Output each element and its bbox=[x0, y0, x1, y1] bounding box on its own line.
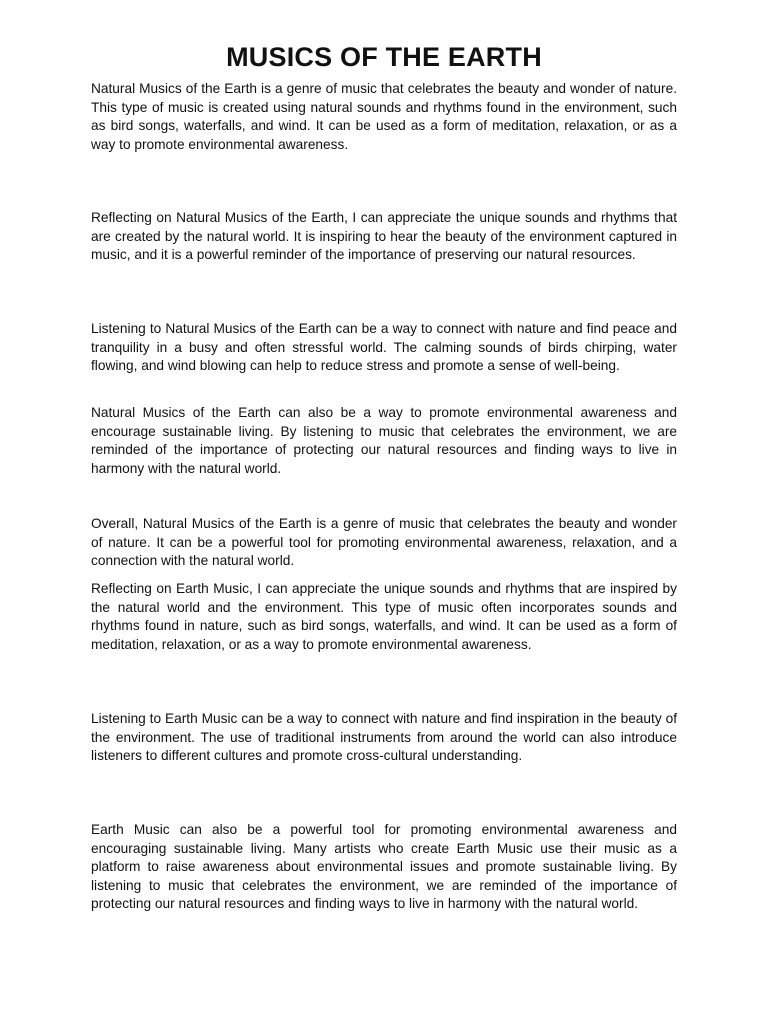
paragraph-reflection-earth: Reflecting on Earth Music, I can appreciate the unique sounds and rhythms that are inspired by the natural world and the environment. This type of music often incorporates sounds and rhythms found in nature, such as bird songs, waterfalls, and wind. It can be used as a form of meditation, relaxation, or as a way to promote environmental awareness. bbox=[91, 581, 677, 652]
paragraph-awareness-natural: Natural Musics of the Earth can also be a way to promote environmental awareness and encourage sustainable living. By listening to music that celebrates the environment, we are reminded of the importance of protecting our natural resources and finding ways to live in harmony with the natural world. bbox=[91, 405, 677, 476]
document-title: MUSICS OF THE EARTH bbox=[226, 42, 542, 72]
paragraph-listening-natural: Listening to Natural Musics of the Earth can be a way to connect with nature and find peace and tranquility in a busy and often stressful world. The calming sounds of birds chirping, water flowing, and wind blowing can help to reduce stress and promote a sense of well-being. bbox=[91, 321, 677, 374]
paragraph-reflection-natural: Reflecting on Natural Musics of the Earth, I can appreciate the unique sounds and rhythms that are created by the natural world. It is inspiring to hear the beauty of the environment captured in music, and it is a powerful reminder of the importance of preserving our natural resources. bbox=[91, 210, 677, 263]
paragraph-awareness-earth: Earth Music can also be a powerful tool for promoting environmental awareness and encouraging sustainable living. Many artists who create Earth Music use their music as a platform to raise awareness about environmental issues and promote sustainable living. By listening to music that celebrates the environment, we are reminded of the importance of protecting our natural resources and finding ways to live in harmony with the natural world. bbox=[91, 822, 677, 912]
paragraph-intro: Natural Musics of the Earth is a genre of music that celebrates the beauty and wonder of nature. This type of music is created using natural sounds and rhythms found in the environment, such as bird songs, waterfalls, and wind. It can be used as a form of meditation, relaxation, or as a way to promote environmental awareness. bbox=[91, 81, 677, 152]
paragraph-listening-earth: Listening to Earth Music can be a way to connect with nature and find inspiration in the beauty of the environment. The use of traditional instruments from around the world can also introduce listeners to different cultures and promote cross-cultural understanding. bbox=[91, 711, 677, 764]
paragraph-overall: Overall, Natural Musics of the Earth is a genre of music that celebrates the beauty and wonder of nature. It can be a powerful tool for promoting environmental awareness, relaxation, and a connection with the natural world. bbox=[91, 516, 677, 569]
